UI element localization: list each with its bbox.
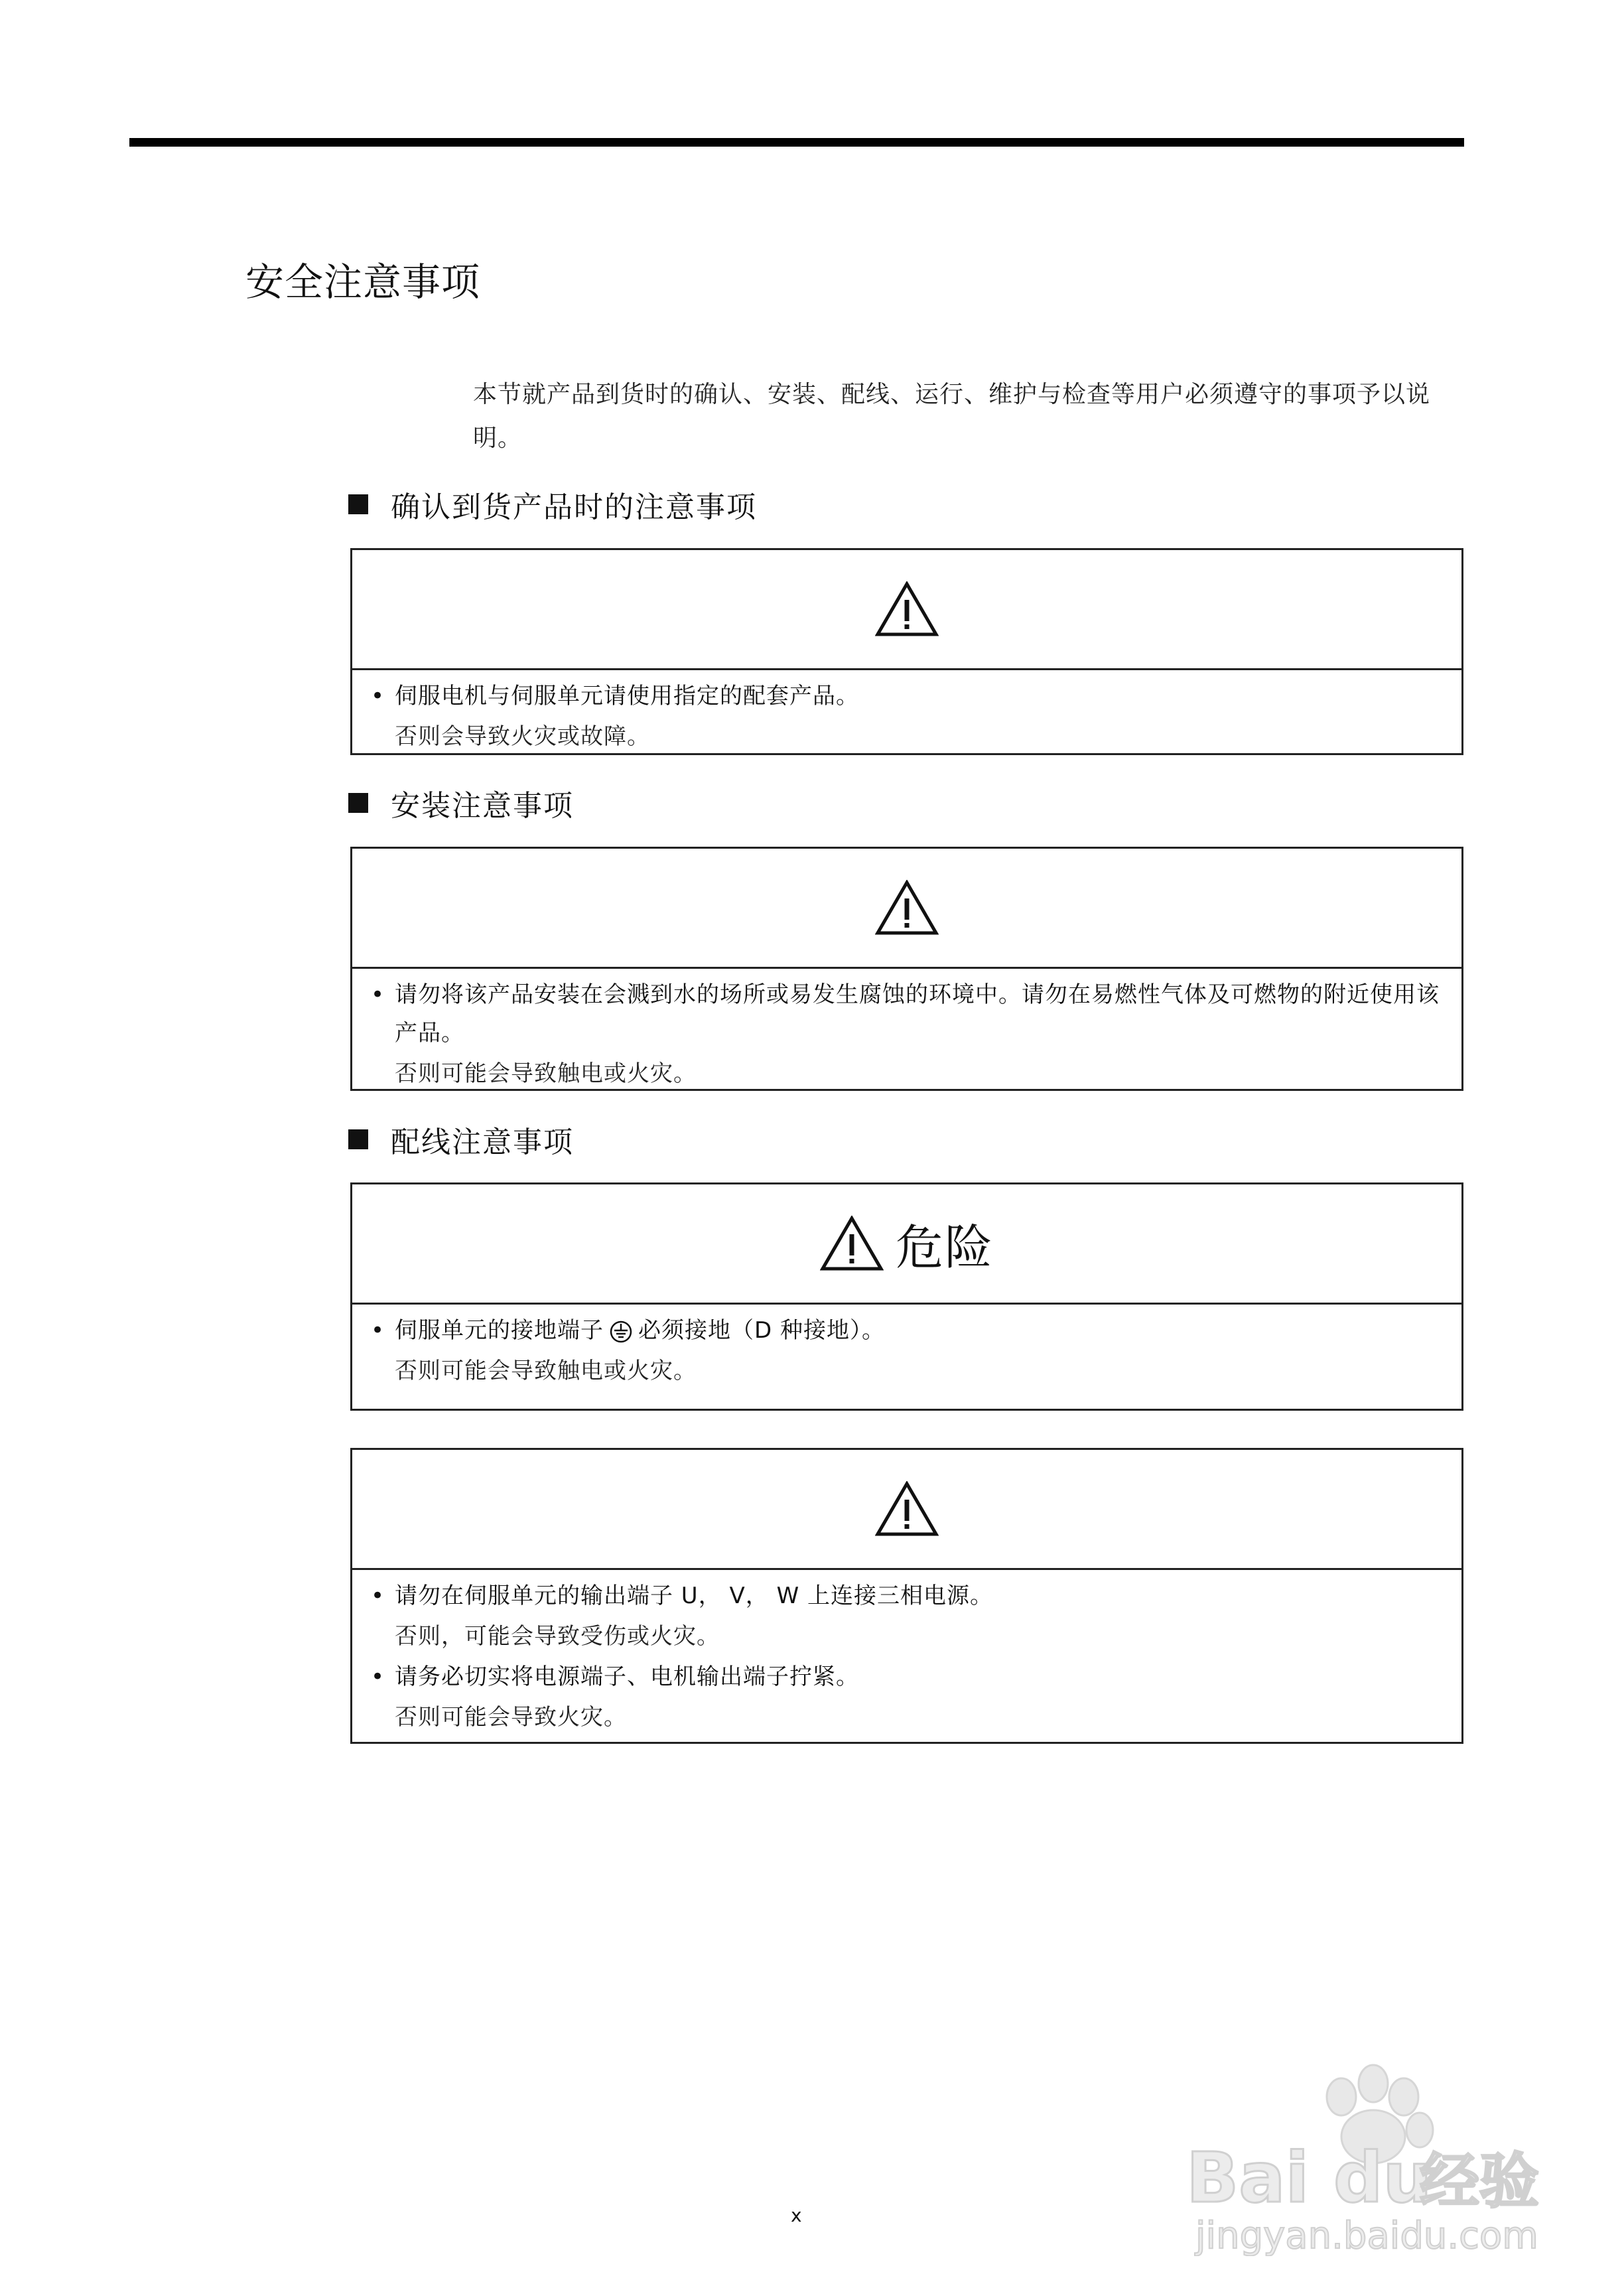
box-body [352,1305,1461,1397]
page-number: x [791,2204,802,2226]
watermark-url: jingyan.baidu.com [1195,2214,1538,2256]
page-title: 安全注意事项 [245,259,481,305]
list-item: • 伺服电机与伺服单元请使用指定的配套产品。 [371,677,1442,715]
item-text: 伺服电机与伺服单元请使用指定的配套产品。 [395,683,859,709]
list-item: • 请勿在伺服单元的输出端子 U， V， W 上连接三相电源。 [371,1577,1442,1615]
section-heading-installation [348,782,574,824]
item-note: 否则可能会导致触电或火灾。 [395,1060,697,1087]
section-heading-text: 配线注意事项 [391,1125,574,1159]
item-text: 请务必切实将电源端子、电机输出端子拧紧。 [395,1664,859,1690]
list-item: • 请务必切实将电源端子、电机输出端子拧紧。 [371,1658,1442,1696]
item-note: 否则会导致火灾或故障。 [395,723,650,750]
box-header [352,1450,1461,1570]
warning-triangle-icon [875,1481,939,1537]
section-heading-text: 确认到货产品时的注意事项 [391,490,757,524]
danger-box [350,1182,1463,1411]
box-body [352,670,1461,763]
caution-box [350,1448,1463,1744]
watermark-brand-du: du [1333,2137,1432,2218]
box-header [352,849,1461,969]
square-bullet-icon [348,1129,368,1149]
item-text: 伺服单元的接地端子 [395,1317,604,1344]
intro-paragraph: 本节就产品到货时的确认、安装、配线、运行、维护与检查等用户必须遵守的事项予以说明。 [473,381,1431,452]
square-bullet-icon [348,494,368,514]
baidu-jingyan-watermark [1168,2057,1566,2256]
danger-label: 危险 [895,1220,994,1275]
watermark-brand-jingyan: 经验 [1420,2147,1539,2216]
section-heading-wiring [348,1118,574,1161]
box-body [352,1570,1461,1744]
list-item: • 请勿将该产品安装在会溅到水的场所或易发生腐蚀的环境中。请勿在易燃性气体及可燃物的附近使用该产品。 [371,975,1442,1052]
item-text: 请勿在伺服单元的输出端子 U， V， W 上连接三相电源。 [395,1583,993,1609]
square-bullet-icon [348,793,368,813]
item-text-continued: 必须接地（D 种接地）。 [638,1317,885,1344]
item-note: 否则，可能会导致受伤或火灾。 [395,1623,720,1650]
item-note: 否则可能会导致火灾。 [395,1704,627,1731]
ground-terminal-icon [609,1320,633,1344]
warning-triangle-icon [875,880,939,936]
item-text: 请勿将该产品安装在会溅到水的场所或易发生腐蚀的环境中。请勿在易燃性气体及可燃物的附近使用该产品。 [395,981,1440,1046]
watermark-brand: Bai [1186,2137,1310,2218]
caution-box [350,847,1463,1091]
list-item: • 伺服单元的接地端子 必须接地（D 种接地）。 [371,1317,885,1344]
box-body [352,969,1461,1100]
warning-triangle-icon [820,1216,884,1271]
box-header [352,550,1461,670]
top-rule [129,138,1464,147]
section-heading-receiving [348,483,757,526]
caution-box [350,548,1463,755]
warning-triangle-icon [875,581,939,637]
box-header [352,1184,1461,1305]
item-note: 否则可能会导致触电或火灾。 [395,1358,697,1384]
section-heading-text: 安装注意事项 [391,789,574,823]
